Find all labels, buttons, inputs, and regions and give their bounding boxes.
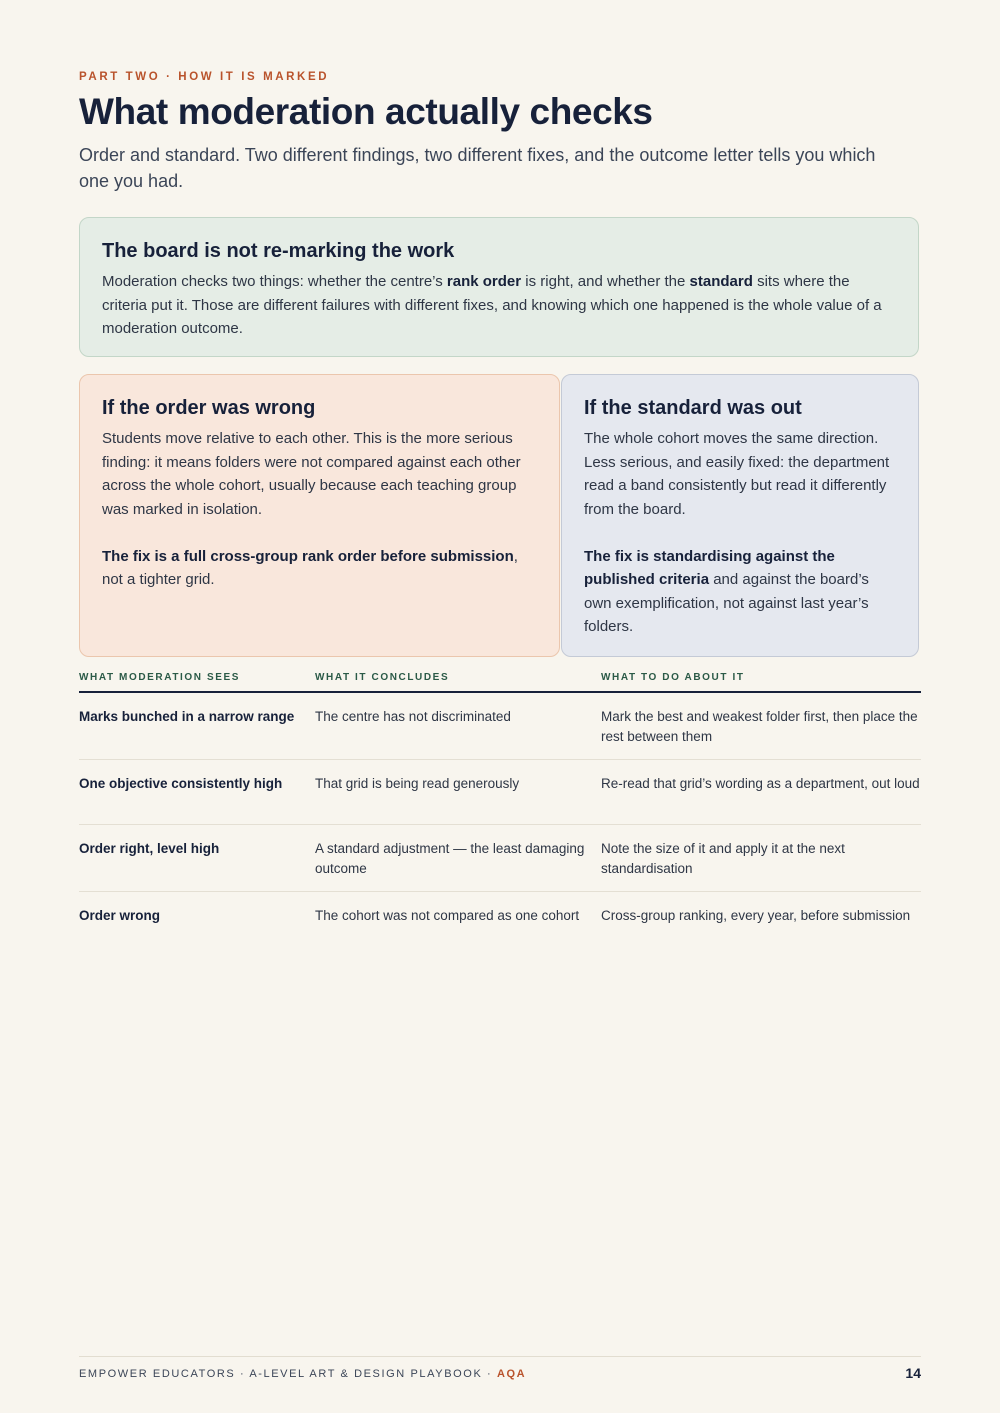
page-title: What moderation actually checks (79, 91, 653, 132)
table-row (79, 825, 921, 892)
footer-board-label: AQA (496, 1368, 527, 1380)
order-card-body: Students move relative to each other. This is the more serious finding: it means folders were not compared against each other across the whole cohort, usually because each teaching group was marked in isolation. (102, 430, 521, 518)
page-lede: Order and standard. Two different findings, two different fixes, and the outcome letter tells you which one you had. (79, 145, 876, 191)
table-cell: A standard adjustment — the least damaging outcome (315, 841, 585, 876)
standard-card-fix (584, 545, 896, 639)
order-fix-emphasis: The fix is a full cross-group rank order before submission (102, 547, 514, 565)
order-wrong-card (79, 374, 560, 657)
column-header: WHAT IT CONCLUDES (315, 672, 450, 683)
callout-text-3: sits where the criteria put it. Those are different failures with different fixes, and knowing which one happened is the whole value of a moderation outcome. (102, 273, 882, 337)
table-row (79, 760, 921, 825)
callout-title: The board is not re-marking the work (102, 240, 455, 262)
table-cell: Re-read that grid’s wording as a department, out loud (601, 776, 920, 791)
standard-out-card (561, 374, 919, 657)
callout-emphasis-standard: standard (689, 273, 753, 290)
callout-box (79, 217, 919, 357)
table-cell: Note the size of it and apply it at the next standardisation (601, 841, 845, 876)
standard-card-title: If the standard was out (584, 397, 802, 419)
column-header: WHAT MODERATION SEES (79, 672, 241, 683)
standard-fix-text: and against the board’s own exemplification, not against last year’s folders. (584, 571, 869, 635)
order-fix-text: , not a tighter grid. (102, 547, 518, 588)
table-cell: Order wrong (79, 908, 161, 923)
callout-text-1: Moderation checks two things: whether the centre’s (102, 273, 447, 290)
table-row (79, 892, 921, 956)
table-header (79, 670, 921, 693)
table-cell: Marks bunched in a narrow range (79, 709, 295, 724)
table-cell: Cross-group ranking, every year, before submission (601, 908, 911, 923)
order-card-fix (102, 545, 537, 592)
table-cell: One objective consistently high (79, 776, 283, 791)
table-cell: Mark the best and weakest folder first, then place the rest between them (601, 709, 918, 744)
callout-emphasis-rank-order: rank order (446, 273, 522, 290)
callout-text-2: is right, and whether the (521, 273, 690, 290)
page-number: 14 (905, 1365, 921, 1381)
section-kicker: PART TWO · HOW IT IS MARKED (79, 71, 330, 83)
callout-body (102, 270, 896, 341)
page-footer (79, 1356, 921, 1393)
table-row (79, 693, 921, 760)
table-cell: The centre has not discriminated (315, 709, 511, 724)
column-header: WHAT TO DO ABOUT IT (601, 672, 745, 683)
table-cell: That grid is being read generously (315, 776, 520, 791)
standard-fix-emphasis: The fix is standardising against the published criteria (584, 547, 835, 588)
standard-card-body: The whole cohort moves the same direction. Less serious, and easily fixed: the department read a band consistently but read it differently from the board. (584, 430, 890, 518)
footer-text: EMPOWER EDUCATORS · A-LEVEL ART & DESIGN PLAYBOOK · (79, 1368, 497, 1380)
moderation-table (79, 670, 921, 956)
footer-running-title (79, 1368, 526, 1380)
table-cell: The cohort was not compared as one cohort (315, 908, 580, 923)
order-card-title: If the order was wrong (102, 397, 316, 419)
table-cell: Order right, level high (79, 841, 220, 856)
